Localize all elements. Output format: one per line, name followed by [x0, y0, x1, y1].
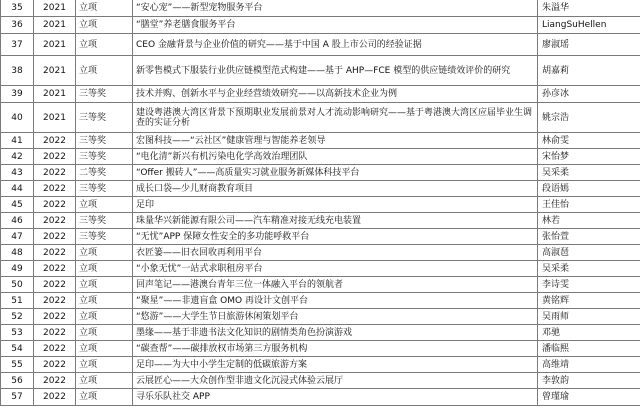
table-row [1, 213, 640, 229]
row-name: 吴采柔 [538, 165, 640, 181]
row-name: 高淑琶 [538, 245, 640, 261]
row-number: 37 [1, 34, 34, 56]
row-number: 44 [1, 181, 34, 197]
row-type: 三等奖 [76, 213, 133, 229]
row-title: 宏图科技——“云社区”健康管理与智能养老领导 [133, 133, 538, 149]
row-number: 54 [1, 341, 34, 357]
row-title: “膳堂”养老膳食服务平台 [133, 17, 538, 34]
table-row [1, 181, 640, 197]
row-year: 2022 [34, 261, 76, 277]
table-row [1, 229, 640, 245]
row-title: 寻乐乐队社交 APP [133, 389, 538, 406]
row-title: 回声笔记——港澳台青年三位一体融入平台的领航者 [133, 277, 538, 293]
table-row [1, 133, 640, 149]
row-number: 36 [1, 17, 34, 34]
row-year: 2021 [34, 17, 76, 34]
row-type: 立项 [76, 389, 133, 406]
row-year: 2022 [34, 309, 76, 325]
row-number: 49 [1, 261, 34, 277]
row-title: “电化清”新兴有机污染电化学高效治理团队 [133, 149, 538, 165]
row-year: 2022 [34, 165, 76, 181]
row-title: 成长口袋—少儿财商教育项目 [133, 181, 538, 197]
row-name: 胡嘉莉 [538, 56, 640, 86]
table-row [1, 357, 640, 373]
row-year: 2022 [34, 389, 76, 406]
row-title: “碳查帮”——碳排放权市场第三方服务机构 [133, 341, 538, 357]
table-row [1, 86, 640, 103]
row-title: 云展匠心——大众创作型非遗文化沉浸式体验云展厅 [133, 373, 538, 389]
row-number: 41 [1, 133, 34, 149]
row-title: 足印 [133, 197, 538, 213]
row-name: 高维靖 [538, 357, 640, 373]
table-row [1, 245, 640, 261]
row-number: 42 [1, 149, 34, 165]
row-title: “Offer 搬砖人”——高质量实习就业服务新媒体科技平台 [133, 165, 538, 181]
row-name: 张怡萱 [538, 229, 640, 245]
row-name: 李诗雯 [538, 277, 640, 293]
row-type: 立项 [76, 325, 133, 341]
row-type: 立项 [76, 341, 133, 357]
row-title: 墨缘——基于非遗书法文化知识的剧情类角色扮演游戏 [133, 325, 538, 341]
row-number: 43 [1, 165, 34, 181]
row-name: 吴雨师 [538, 309, 640, 325]
row-name: 林俞雯 [538, 133, 640, 149]
row-title: 技术并购、创新水平与企业经营绩效研究——以高新技术企业为例 [133, 86, 538, 103]
row-year: 2021 [34, 56, 76, 86]
row-type: 三等奖 [76, 103, 133, 133]
row-type: 三等奖 [76, 149, 133, 165]
row-name: 王佳怡 [538, 197, 640, 213]
table-row [1, 34, 640, 56]
row-type: 三等奖 [76, 181, 133, 197]
row-name: 廖淑瑶 [538, 34, 640, 56]
row-number: 38 [1, 56, 34, 86]
row-name: 邓驰 [538, 325, 640, 341]
project-table-body [1, 0, 640, 406]
row-name: 朱溢华 [538, 0, 640, 17]
row-number: 47 [1, 229, 34, 245]
row-type: 三等奖 [76, 229, 133, 245]
table-row [1, 197, 640, 213]
row-type: 三等奖 [76, 86, 133, 103]
row-title: “小象无忧”一站式求职租房平台 [133, 261, 538, 277]
table-row [1, 341, 640, 357]
row-number: 53 [1, 325, 34, 341]
row-name: 吴采柔 [538, 261, 640, 277]
row-number: 55 [1, 357, 34, 373]
row-year: 2021 [34, 0, 76, 17]
table-row [1, 17, 640, 34]
table-row [1, 56, 640, 86]
row-type: 立项 [76, 293, 133, 309]
row-name: 林若 [538, 213, 640, 229]
row-type: 立项 [76, 309, 133, 325]
row-year: 2021 [34, 34, 76, 56]
row-title: “悠游”——大学生节日旅游休闲策划平台 [133, 309, 538, 325]
row-year: 2022 [34, 229, 76, 245]
row-name: 曾瑾瑜 [538, 389, 640, 406]
row-number: 51 [1, 293, 34, 309]
row-number: 50 [1, 277, 34, 293]
table-row [1, 389, 640, 406]
row-number: 46 [1, 213, 34, 229]
row-year: 2022 [34, 325, 76, 341]
table-row [1, 293, 640, 309]
table-row [1, 373, 640, 389]
row-title: “聚星”——非遗盲盒 OMO 再设计文创平台 [133, 293, 538, 309]
table-row [1, 261, 640, 277]
row-type: 二等奖 [76, 165, 133, 181]
row-name: LiangSuHellen [538, 17, 640, 34]
row-name: 黄铭辉 [538, 293, 640, 309]
row-year: 2022 [34, 341, 76, 357]
row-year: 2022 [34, 181, 76, 197]
row-name: 潘临熙 [538, 341, 640, 357]
row-year: 2022 [34, 149, 76, 165]
row-type: 立项 [76, 56, 133, 86]
row-type: 立项 [76, 245, 133, 261]
table-row [1, 149, 640, 165]
row-title: 珠量华兴新能源有限公司——汽车精准对接无线充电装置 [133, 213, 538, 229]
row-title: 足印——为大中小学生定制的低碳旅游方案 [133, 357, 538, 373]
row-type: 三等奖 [76, 133, 133, 149]
row-type: 立项 [76, 197, 133, 213]
row-name: 李敦韵 [538, 373, 640, 389]
row-year: 2022 [34, 357, 76, 373]
row-name: 段语嫣 [538, 181, 640, 197]
table-row [1, 103, 640, 133]
row-year: 2022 [34, 133, 76, 149]
row-number: 39 [1, 86, 34, 103]
row-name: 姚宗浩 [538, 103, 640, 133]
row-year: 2022 [34, 197, 76, 213]
row-number: 48 [1, 245, 34, 261]
row-number: 45 [1, 197, 34, 213]
table-row [1, 277, 640, 293]
row-name: 孙彦冰 [538, 86, 640, 103]
row-number: 35 [1, 0, 34, 17]
row-year: 2022 [34, 373, 76, 389]
row-title: 建设粤港澳大湾区背景下预期职业发展前景对人才流动影响研究——基于粤港澳大湾区应届毕业生调查的实证分析 [133, 103, 538, 133]
table-row [1, 325, 640, 341]
row-number: 52 [1, 309, 34, 325]
row-year: 2022 [34, 293, 76, 309]
row-title: 衣匠篓——旧衣回收再利用平台 [133, 245, 538, 261]
row-name: 宋怡梦 [538, 149, 640, 165]
row-type: 立项 [76, 261, 133, 277]
row-type: 立项 [76, 277, 133, 293]
row-title: “无忧”APP 保障女性安全的多功能呼救平台 [133, 229, 538, 245]
row-type: 立项 [76, 357, 133, 373]
row-title: “安心宠”——新型宠物服务平台 [133, 0, 538, 17]
row-year: 2022 [34, 213, 76, 229]
row-type: 立项 [76, 17, 133, 34]
row-year: 2022 [34, 245, 76, 261]
row-year: 2021 [34, 103, 76, 133]
row-title: 新零售模式下服装行业供应链模型范式构建——基于 AHP—FCE 模型的供应链绩效评价的研究 [133, 56, 538, 86]
row-type: 立项 [76, 34, 133, 56]
row-number: 57 [1, 389, 34, 406]
row-year: 2022 [34, 277, 76, 293]
table-row [1, 309, 640, 325]
row-title: CEO 金融背景与企业价值的研究——基于中国 A 股上市公司的经验证据 [133, 34, 538, 56]
row-number: 40 [1, 103, 34, 133]
row-number: 56 [1, 373, 34, 389]
row-type: 立项 [76, 0, 133, 17]
row-year: 2021 [34, 86, 76, 103]
row-type: 立项 [76, 373, 133, 389]
table-row [1, 0, 640, 17]
table-row [1, 165, 640, 181]
